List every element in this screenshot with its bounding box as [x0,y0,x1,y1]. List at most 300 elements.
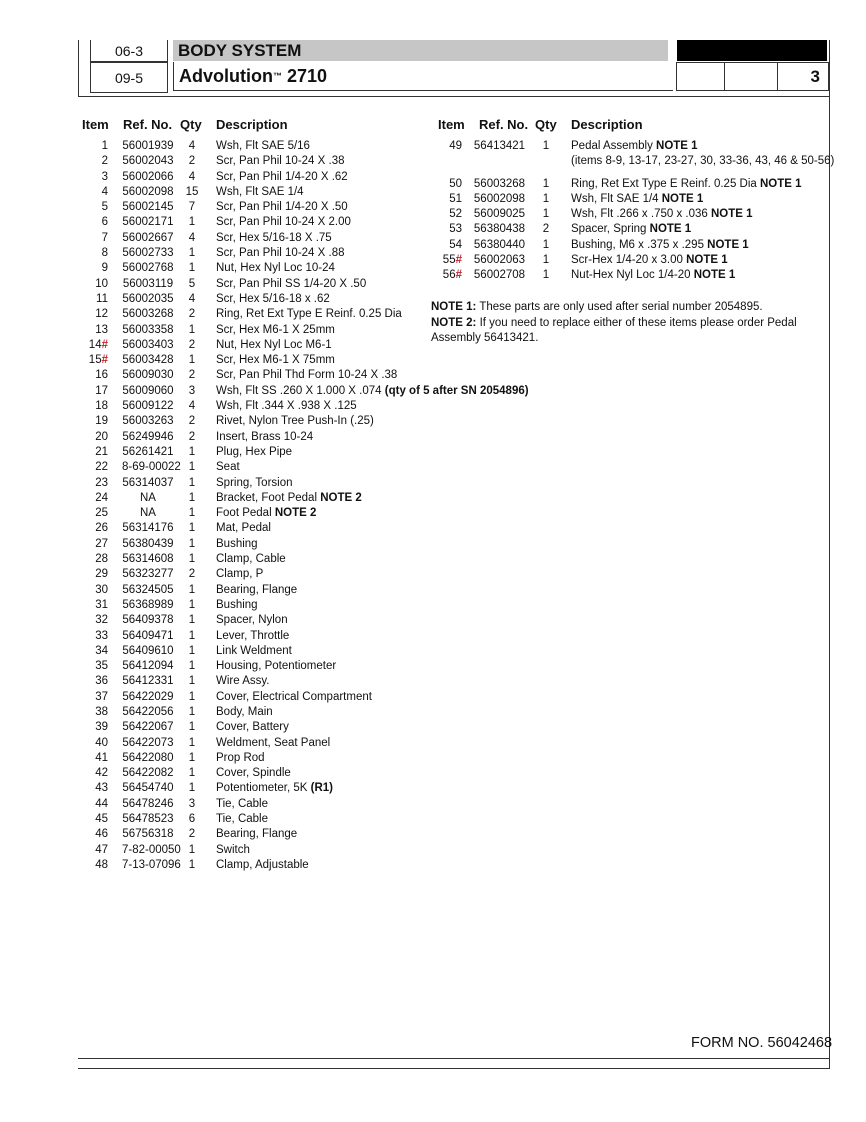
item-number [82,476,108,491]
item-number-value: 46 [95,828,108,841]
item-number [82,537,108,552]
description [216,751,265,766]
quantity: 1 [188,843,196,856]
quantity: 1 [188,782,196,795]
description-text: Ring, Ret Ext Type E Reinf. 0.25 Dia [216,308,402,321]
description [216,231,332,246]
description [216,690,372,705]
item-number [82,598,108,613]
ref-number: 56412094 [122,660,174,673]
item-number [82,858,108,873]
ref-number: 56002098 [122,185,174,198]
item-number-value: 18 [95,400,108,413]
quantity: 1 [188,705,196,718]
item-number [82,552,108,567]
description [216,781,333,796]
table-row [82,766,502,781]
quantity: 2 [188,308,196,321]
item-number-value: 15 [88,354,102,367]
item-number [82,430,108,445]
table-row [82,812,502,827]
item-number-value: 30 [95,583,108,596]
item-number [82,200,108,215]
frame-right-border [829,40,830,1068]
item-number [82,506,108,521]
description-text: Scr, Pan Phil Thd Form 10-24 X .38 [216,369,398,382]
description-text: Insert, Brass 10-24 [216,430,314,443]
item-number-value: 33 [95,629,108,642]
parts-list-right [432,139,835,284]
description-text: Scr-Hex 1/4-20 x 3.00 [571,254,687,267]
description [216,368,397,383]
description [216,552,286,567]
item-number [82,751,108,766]
description-text: Nut-Hex Nyl Loc 1/4-20 [571,269,694,282]
description [216,521,271,536]
description [571,268,735,283]
ref-number: 56002708 [473,269,526,282]
description-text: Bushing [216,537,258,550]
ref-number: 56003268 [122,308,174,321]
description-text: Clamp, P [216,568,264,581]
header-black-bar [677,40,827,61]
item-number [82,644,108,659]
description-note: NOTE 1 [707,238,749,251]
item-number [82,797,108,812]
item-number-value: 48 [95,858,108,871]
description [216,399,357,414]
ref-number: 56002066 [122,170,174,183]
quantity: 1 [188,476,196,489]
ref-number: 56478246 [122,797,174,810]
item-number-value: 35 [95,660,108,673]
table-row [82,751,502,766]
item-number-value: 26 [95,522,108,535]
table-row [82,827,502,842]
description-text: Pedal Assembly [571,140,657,152]
item-number [82,629,108,644]
table-row [82,659,502,674]
description-text: Plug, Hex Pipe [216,445,293,458]
item-number [82,215,108,230]
item-hash-mark: # [101,338,108,351]
item-hash-mark: # [455,254,462,267]
ref-number: 56380440 [473,238,526,251]
description-text: (items 8-9, 13-17, 23-27, 30, 33-36, 43, 46 & 50-56) [571,155,835,168]
table-row [82,430,502,445]
quantity: 2 [542,223,550,236]
col-header-desc: Description [216,117,288,132]
ref-number: 56409471 [122,629,174,642]
description [216,491,362,506]
ref-number: 56009030 [122,369,174,382]
ref-number: 56409378 [122,614,174,627]
item-number [82,170,108,185]
description [216,797,268,812]
item-number-value: 27 [95,537,108,550]
quantity: 1 [188,445,196,458]
item-number [82,736,108,751]
item-number-value: 44 [95,797,108,810]
table-row [82,460,502,475]
quantity: 1 [188,507,196,520]
quantity: 2 [188,430,196,443]
col-header-ref-right: Ref. No. [479,117,529,132]
ref-number: 56422073 [122,736,174,749]
description-note: (R1) [310,782,333,795]
item-number [82,827,108,842]
ref-number: 56412331 [122,675,174,688]
item-number [82,292,108,307]
description-text: Housing, Potentiometer [216,660,337,673]
table-row [82,781,502,796]
quantity: 1 [188,614,196,627]
description [216,384,529,399]
note-2-label: NOTE 2: [431,316,477,329]
description [216,307,402,322]
table-row [82,674,502,689]
description-text: Ring, Ret Ext Type E Reinf. 0.25 Dia [571,177,760,190]
description-text: Tie, Cable [216,813,268,826]
description [216,766,291,781]
col-header-item: Item [82,117,109,132]
ref-number: 56314608 [122,553,174,566]
item-number [82,781,108,796]
table-row [82,399,502,414]
item-number-value: 34 [95,644,108,657]
description [571,139,698,154]
item-number [82,521,108,536]
header-cell-empty-1 [676,62,725,91]
quantity: 1 [188,629,196,642]
item-number-value: 13 [95,323,108,336]
description-text: Body, Main [216,705,273,718]
item-number [82,185,108,200]
table-row [432,139,827,154]
item-number-value: 29 [95,568,108,581]
item-hash-mark: # [455,269,462,282]
description-text: Spacer, Nylon [216,614,288,627]
table-row [82,521,502,536]
item-number [82,720,108,735]
description-text: Foot Pedal [216,507,275,520]
frame-left-border [78,40,79,97]
description [216,200,348,215]
description-note: (qty of 5 after SN 2054896) [384,384,529,397]
quantity: 4 [188,140,196,152]
description-text: Wsh, Flt .266 x .750 x .036 [571,208,711,221]
description [571,222,691,237]
header-cell-empty-2 [725,62,777,91]
description [216,353,335,368]
item-number-value: 12 [95,308,108,321]
description [216,246,345,261]
quantity: 1 [188,323,196,336]
item-number-value: 16 [95,369,108,382]
quantity: 1 [188,660,196,673]
description-text: Cover, Electrical Compartment [216,690,372,703]
description [216,139,310,154]
item-number [82,674,108,689]
item-number-value: 1 [101,140,108,152]
quantity: 3 [188,384,196,397]
quantity: 1 [188,537,196,550]
item-number [82,399,108,414]
item-number-value: 45 [95,813,108,826]
ref-number: 56003263 [122,415,174,428]
quantity: 1 [188,354,196,367]
table-row [432,207,827,222]
item-number [82,368,108,383]
ref-number: 56422056 [122,705,174,718]
description-note: NOTE 1 [661,192,704,205]
description-text: Scr, Pan Phil SS 1/4-20 X .50 [216,277,367,290]
description [216,736,330,751]
table-row [82,414,502,429]
table-row [82,644,502,659]
page-number: 3 [777,62,829,91]
description [216,644,292,659]
description-note: NOTE 1 [649,223,692,236]
system-title: BODY SYSTEM [173,40,668,61]
item-number [82,231,108,246]
quantity: 1 [188,644,196,657]
item-number [82,154,108,169]
quantity: 1 [188,690,196,703]
table-row [82,797,502,812]
frame-bottom-border [78,1068,830,1069]
description [216,154,345,169]
item-number [432,238,462,253]
quantity: 1 [542,208,550,221]
quantity: 1 [542,177,550,190]
ref-number: 56249946 [122,430,174,443]
ref-number: 56409610 [122,644,174,657]
description [216,323,335,338]
table-row [82,613,502,628]
description-text: Wsh, Flt SAE 1/4 [216,185,304,198]
item-number [82,843,108,858]
item-number [432,207,462,222]
item-number [82,414,108,429]
item-number [432,222,462,237]
item-number-value: 41 [95,751,108,764]
ref-number: 56009060 [122,384,174,397]
description-text: Scr, Pan Phil 1/4-20 X .50 [216,201,348,214]
item-number [82,567,108,582]
description [216,567,263,582]
description [216,215,351,230]
quantity: 1 [188,598,196,611]
col-header-qty: Qty [180,117,202,132]
item-number [82,277,108,292]
quantity: 1 [188,216,196,229]
ref-number: 56478523 [122,813,174,826]
model-title [173,62,673,91]
table-row [82,537,502,552]
table-row [82,491,502,506]
description [216,170,348,185]
notes-block [431,300,826,347]
ref-number: 56002043 [122,155,174,168]
description-text: Mat, Pedal [216,522,271,535]
item-number-value: 28 [95,553,108,566]
item-number [432,177,462,192]
item-number [82,583,108,598]
description [216,598,258,613]
description-note: NOTE 2 [320,491,362,504]
model-name: Advolution [179,65,273,86]
description [216,445,292,460]
item-number [82,323,108,338]
table-row [82,476,502,491]
item-number [432,268,462,283]
item-number [82,659,108,674]
description-text: Scr, Pan Phil 10-24 X .38 [216,155,345,168]
ref-number: 56002035 [122,292,174,305]
description [571,207,753,222]
item-number-value: 32 [95,614,108,627]
description-text: Bearing, Flange [216,828,298,841]
item-number [82,307,108,322]
table-row [432,268,827,283]
ref-number: 56380438 [473,223,526,236]
description-text: Scr, Hex 5/16-18 x .62 [216,292,330,305]
item-number-value: 3 [101,170,108,183]
description-text: Tie, Cable [216,797,268,810]
description [216,292,330,307]
item-number [82,766,108,781]
item-number-value: 47 [95,843,108,856]
description-text: Wsh, Flt SAE 5/16 [216,140,310,152]
quantity: 2 [188,369,196,382]
ref-number: 7-13-07096 [122,858,181,871]
col-header-ref: Ref. No. [123,117,173,132]
description-note: NOTE 2 [274,507,317,520]
ref-number: 56003119 [122,277,174,290]
description-text: Scr, Hex M6-1 X 25mm [216,323,335,336]
col-header-qty-right: Qty [535,117,557,132]
ref-number: 56261421 [122,445,174,458]
description-text: Cover, Battery [216,721,289,734]
description [216,414,374,429]
item-number-value: 7 [101,231,108,244]
description-text: Link Weldment [216,644,292,657]
table-row [82,690,502,705]
ref-number: 56002098 [473,192,526,205]
note-2-text: If you need to replace either of these items please order Pedal Assembly 56413421. [431,316,797,344]
quantity: 5 [188,277,196,290]
col-header-desc-right: Description [571,117,643,132]
ref-number: 56324505 [122,583,174,596]
item-number-value: 25 [95,507,108,520]
item-number [82,812,108,827]
description-text: Nut, Hex Nyl Loc M6-1 [216,338,332,351]
description [216,720,289,735]
description [216,674,269,689]
description-text: Wsh, Flt SAE 1/4 [571,192,662,205]
description [216,261,335,276]
description-text: Scr, Hex 5/16-18 X .75 [216,231,332,244]
description-text: Rivet, Nylon Tree Push-In (.25) [216,415,374,428]
item-number-value: 53 [449,223,462,236]
quantity: 3 [188,797,196,810]
item-number-value: 11 [96,292,108,305]
footer-divider [78,1058,830,1059]
description-text: Lever, Throttle [216,629,290,642]
quantity: 2 [188,338,196,351]
item-number-value: 31 [95,598,108,611]
quantity: 1 [188,583,196,596]
quantity: 1 [542,192,550,205]
ref-number: 56001939 [122,140,174,152]
quantity: 15 [185,185,199,198]
description-text: Wire Assy. [216,675,270,688]
quantity: 1 [188,262,196,275]
item-number-value: 42 [95,767,108,780]
ref-number: 56002145 [122,201,174,214]
item-number-value: 14 [88,338,102,351]
table-row [82,629,502,644]
description-note: NOTE 1 [686,254,728,267]
table-row [82,567,502,582]
ref-number: 56422067 [122,721,174,734]
table-row [432,177,827,192]
item-number [82,261,108,276]
item-number [432,192,462,207]
item-number-value: 49 [449,140,462,152]
item-number-value: 50 [449,177,462,190]
trademark-mark: ™ [272,71,282,81]
description [216,583,297,598]
description [571,154,834,169]
quantity: 1 [188,491,196,504]
ref-number: 56003403 [122,338,174,351]
table-row [432,238,827,253]
quantity: 1 [188,721,196,734]
table-row [82,384,529,399]
col-header-item-right: Item [438,117,465,132]
item-number [432,139,462,154]
description-text: Spring, Torsion [216,476,293,489]
description-text: Bearing, Flange [216,583,298,596]
ref-number: 56422082 [122,767,174,780]
ref-number: 56756318 [122,828,174,841]
ref-number: 56422029 [122,690,174,703]
item-number-value: 36 [95,675,108,688]
quantity: 1 [542,238,550,251]
item-number-value: 5 [101,201,108,214]
description [216,827,297,842]
description-text: Cover, Spindle [216,767,291,780]
ref-number: 56003268 [473,177,526,190]
item-number-value: 39 [95,721,108,734]
ref-number: 56323277 [122,568,174,581]
description [216,338,332,353]
item-number-value: 6 [101,216,108,229]
ref-number: 56002733 [122,247,174,260]
table-row [82,552,502,567]
quantity: 2 [188,828,196,841]
table-row [82,858,502,873]
item-number [432,253,462,268]
description-text: Switch [216,843,250,856]
item-number-value: 10 [95,277,108,290]
description [216,812,268,827]
description [216,613,288,628]
description [216,506,316,521]
description-text: Wsh, Flt SS .260 X 1.000 X .074 [216,384,385,397]
